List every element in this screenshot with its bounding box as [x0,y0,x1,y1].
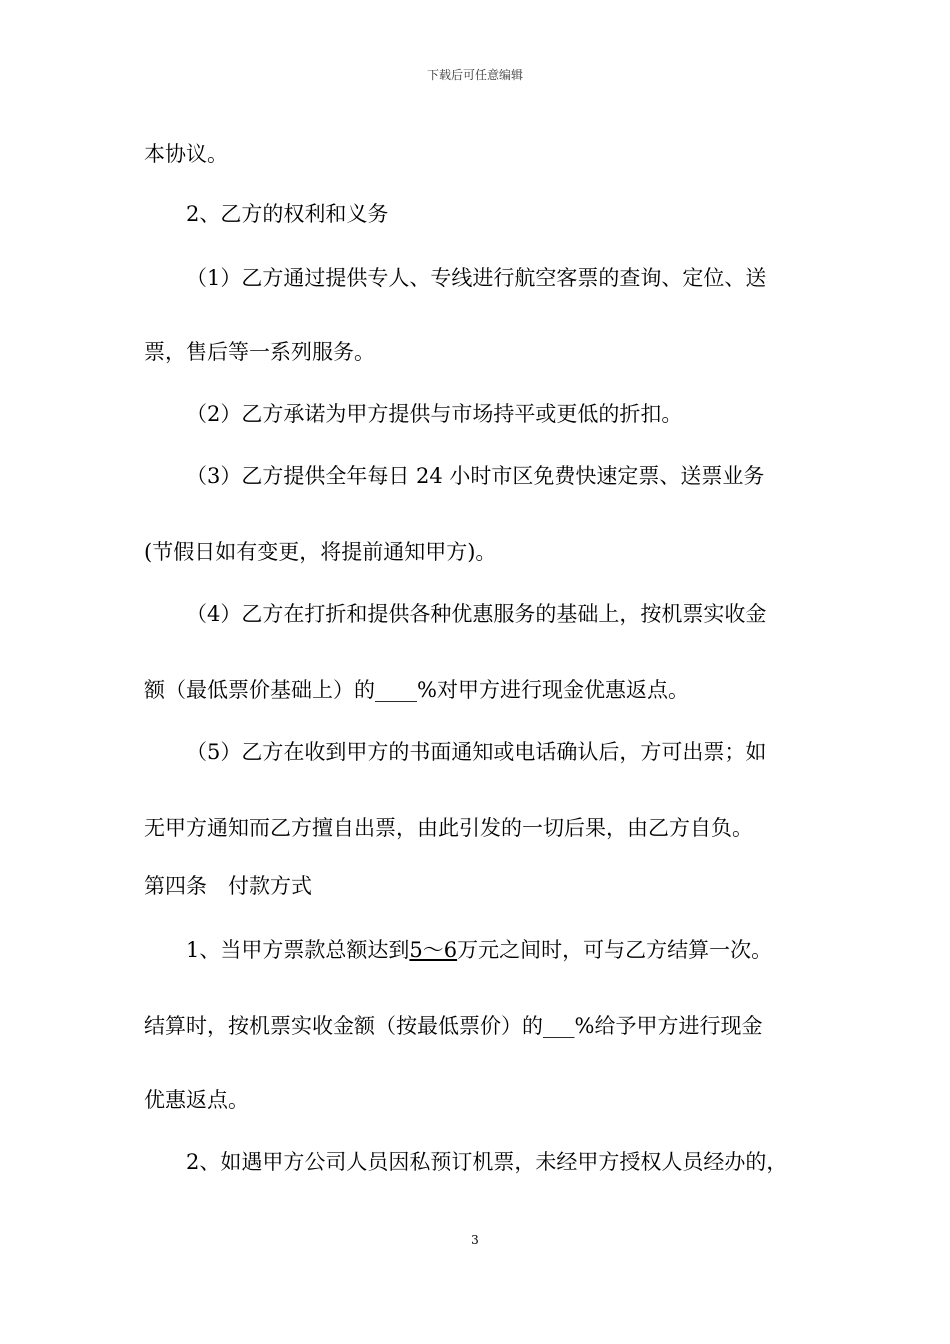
text-line: 无甲方通知而乙方擅自出票，由此引发的一切后果，由乙方自负。 [144,816,753,840]
text-segment: %对甲方进行现金优惠返点。 [417,678,689,702]
text-line [144,1012,762,1040]
text-line: (节假日如有变更，将提前通知甲方)。 [144,540,497,564]
text-segment: 结算时，按机票实收金额（按最低票价）的 [144,1014,543,1038]
underlined-amount: 5～6 [409,938,458,962]
text-line [144,676,689,704]
text-line: 优惠返点。 [144,1088,249,1112]
text-segment: %给予甲方进行现金 [574,1014,763,1038]
page-header: 下载后可任意编辑 [426,68,523,82]
text-segment: 1、当甲方票款总额达到 [186,938,410,962]
text-segment: 万元之间时，可与乙方结算一次。 [457,938,773,962]
text-line: （2）乙方承诺为甲方提供与市场持平或更低的折扣。 [186,402,683,426]
text-line: （5）乙方在收到甲方的书面通知或电话确认后，方可出票；如 [186,740,767,764]
article-heading: 第四条 付款方式 [144,874,312,898]
text-line: 2、如遇甲方公司人员因私预订机票，未经甲方授权人员经办的， [186,1150,788,1174]
blank-field: ___ [543,1014,575,1038]
text-line: （3）乙方提供全年每日 24 小时市区免费快速定票、送票业务 [186,464,765,488]
blank-field: ____ [375,678,417,702]
text-line: （4）乙方在打折和提供各种优惠服务的基础上，按机票实收金 [186,602,767,626]
text-line: 票，售后等一系列服务。 [144,340,375,364]
text-line [186,936,772,964]
page-number: 3 [471,1233,479,1247]
text-segment: 额（最低票价基础上）的 [144,678,375,702]
section-heading: 2、乙方的权利和义务 [186,202,389,226]
text-line: 本协议。 [144,142,228,166]
text-line: （1）乙方通过提供专人、专线进行航空客票的查询、定位、送 [186,266,767,290]
